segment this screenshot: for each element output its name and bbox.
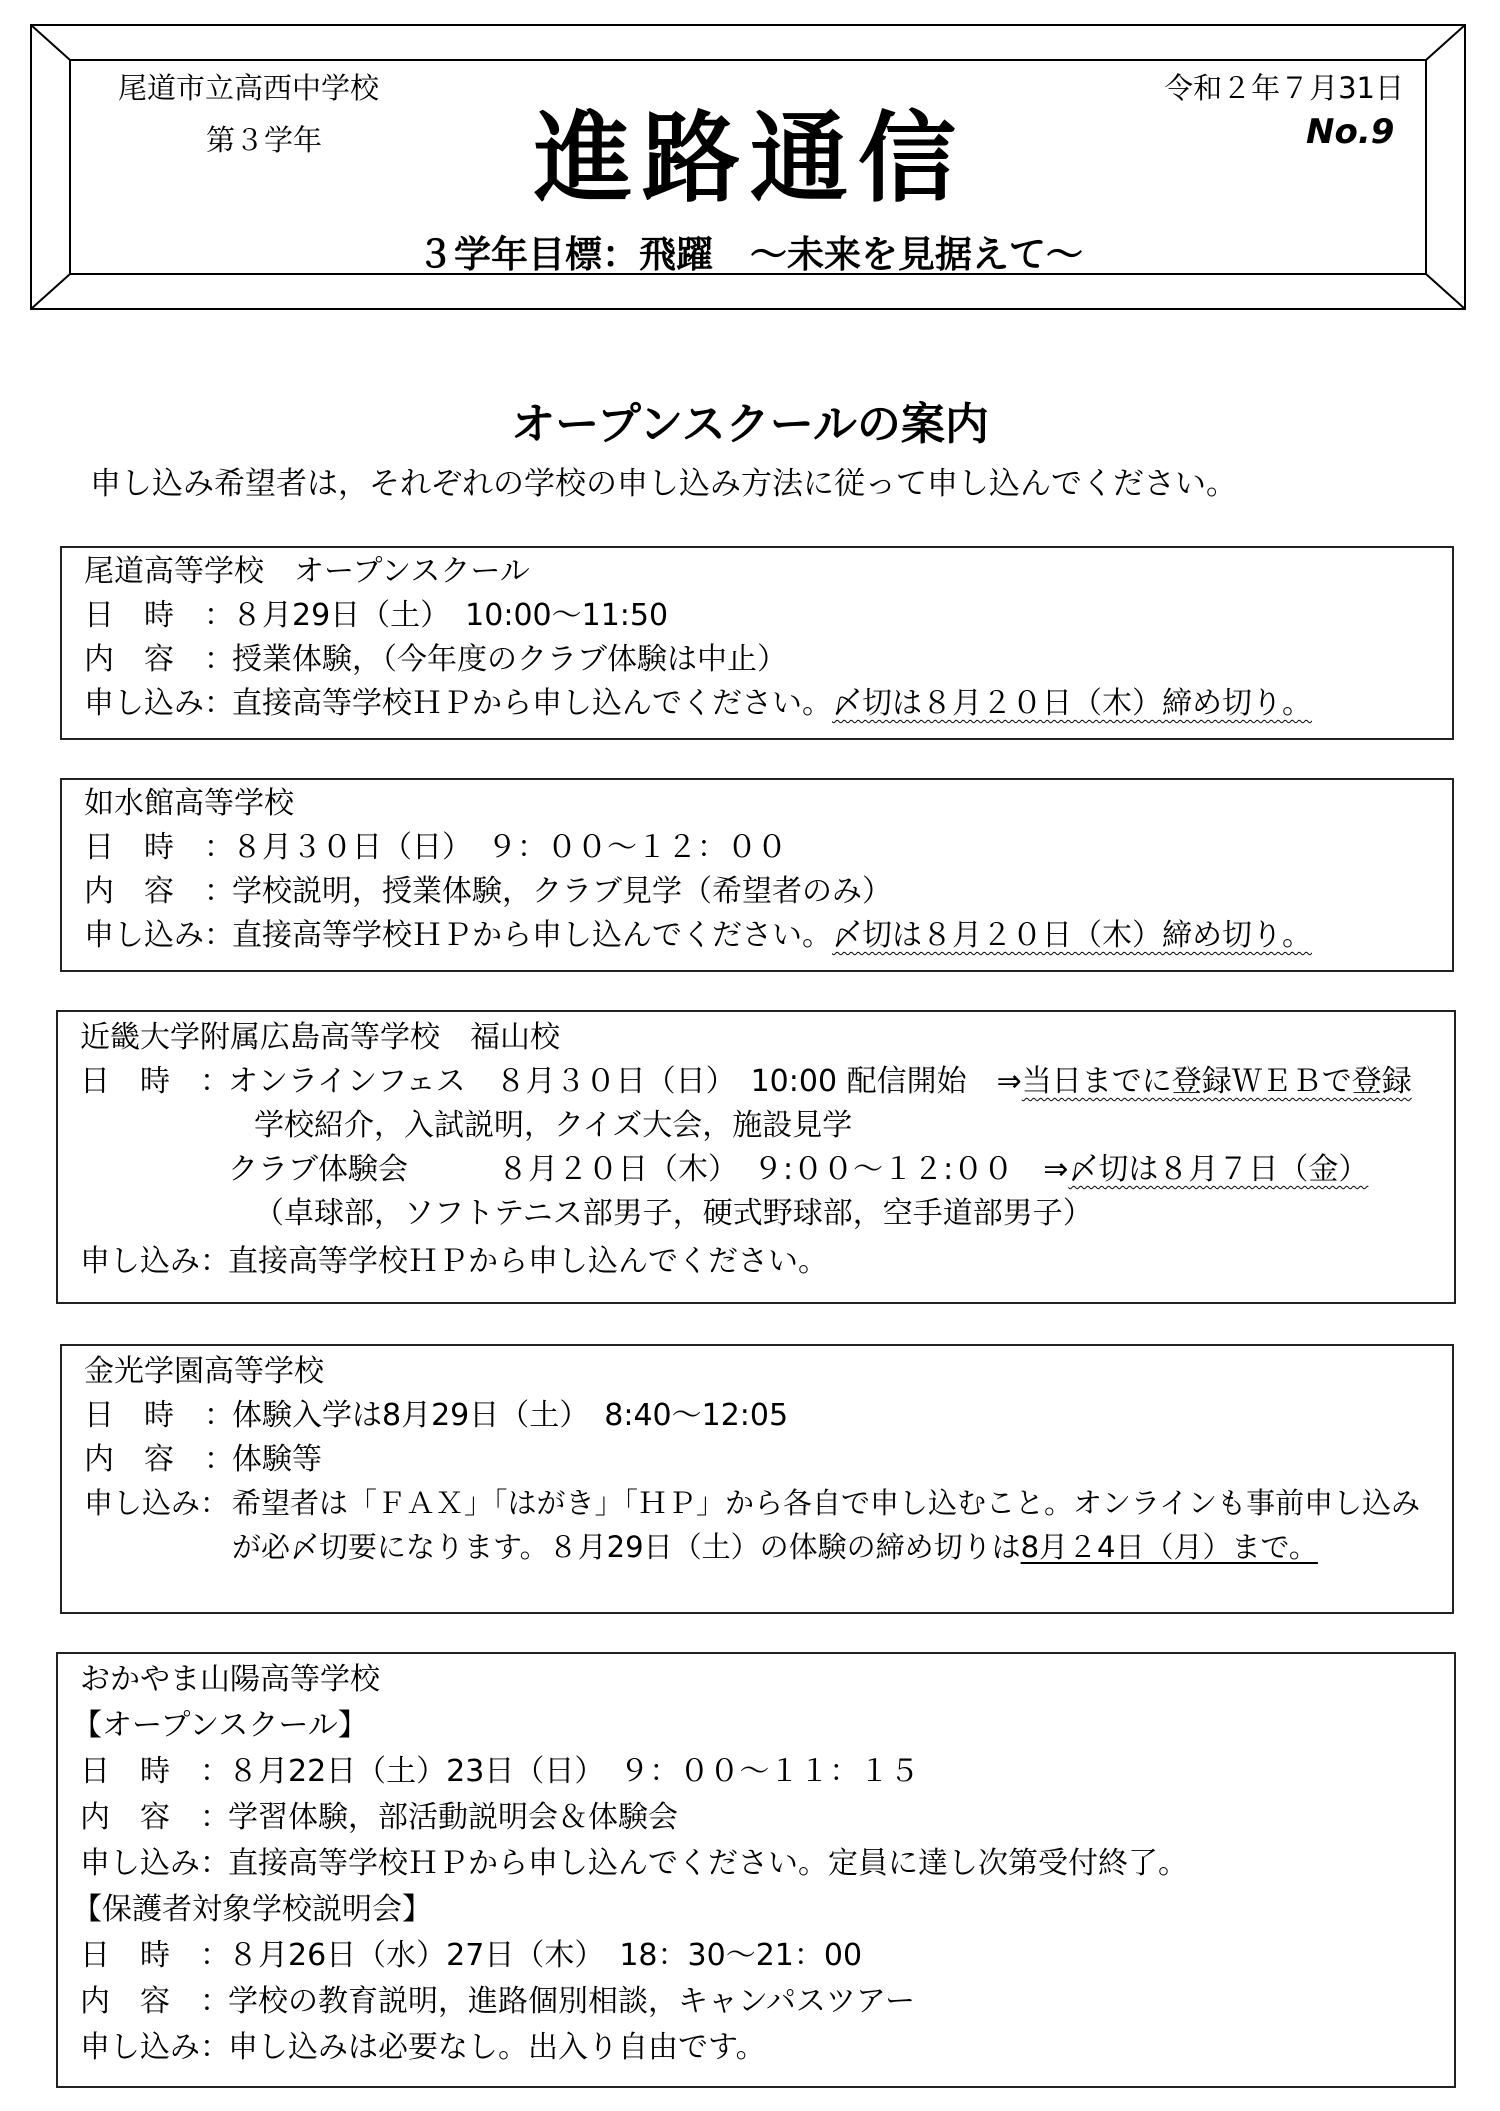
content-label: 内 容 ： bbox=[84, 642, 234, 677]
datetime-label: 日 時 ： bbox=[84, 1398, 234, 1433]
deadline-text: 〆切は８月２０日（木）締め切り。 bbox=[832, 686, 1312, 721]
apply-row bbox=[80, 1846, 1188, 1882]
issue-number: No.9 bbox=[1306, 112, 1395, 152]
datetime-value: ８月３０日（日） ９：００～１２：００ bbox=[232, 830, 787, 865]
school-name: 尾道高等学校 オープンスクール bbox=[84, 554, 530, 589]
content-label: 内 容 ： bbox=[84, 1442, 234, 1477]
school-name: 尾道市立高西中学校 bbox=[118, 71, 380, 105]
datetime-row bbox=[84, 830, 787, 866]
content-row bbox=[84, 1442, 322, 1478]
content-row bbox=[80, 1800, 678, 1836]
club-deadline: 〆切は８月７日（金） bbox=[1068, 1152, 1369, 1187]
deadline-text: 8月２4日（月）まで。 bbox=[1020, 1530, 1318, 1564]
datetime-row bbox=[84, 598, 668, 634]
grade-label: 第３学年 bbox=[206, 123, 323, 157]
datetime-value: ８月26日（水）27日（木） 18：30～21：00 bbox=[228, 1938, 863, 1973]
content-row bbox=[84, 874, 892, 910]
datetime-label: 日 時 ： bbox=[84, 830, 234, 865]
section-title: オープンスクールの案内 bbox=[511, 399, 989, 450]
school-name: おかやま山陽高等学校 bbox=[80, 1662, 380, 1697]
content-value: 体験等 bbox=[232, 1442, 322, 1477]
datetime-label: 日 時 ： bbox=[80, 1754, 230, 1789]
grade-goal: ３学年目標：飛躍 ～未来を見据えて～ bbox=[417, 233, 1083, 276]
club-event-row bbox=[228, 1152, 1368, 1188]
content-value: 学校説明，授業体験，クラブ見学（希望者のみ） bbox=[232, 874, 892, 909]
content-value: 学習体験，部活動説明会＆体験会 bbox=[228, 1800, 678, 1835]
content-value: 授業体験，（今年度のクラブ体験は中止） bbox=[232, 642, 787, 677]
subsection-open-school: 【オープンスクール】 bbox=[72, 1708, 368, 1743]
school-name: 金光学園高等学校 bbox=[84, 1354, 324, 1389]
datetime-label: 日 時 ： bbox=[80, 1938, 230, 1973]
apply-label: 申し込み： bbox=[84, 918, 234, 953]
content-label: 内 容 ： bbox=[80, 1800, 230, 1835]
datetime-value: ８月29日（土） 10:00～11:50 bbox=[232, 598, 669, 633]
apply-label: 申し込み： bbox=[84, 686, 234, 721]
datetime-row bbox=[80, 1064, 1412, 1100]
school-box-onomichi bbox=[60, 546, 1454, 740]
datetime-value: ８月22日（土）23日（日） ９：００～１１：１５ bbox=[228, 1754, 920, 1789]
program-list: 学校紹介，入試説明，クイズ大会，施設見学 bbox=[254, 1108, 853, 1143]
datetime-value: オンラインフェス ８月３０日（日） 10:00 配信開始 ⇒ bbox=[228, 1064, 1022, 1099]
school-box-jyosuikan bbox=[60, 778, 1454, 972]
content-label: 内 容 ： bbox=[84, 874, 234, 909]
school-name: 如水館高等学校 bbox=[84, 786, 294, 821]
school-box-konko bbox=[60, 1344, 1454, 1614]
newsletter-title: 進路通信 bbox=[533, 102, 966, 216]
apply-value-cont: が必〆切要になります。８月29日（土）の体験の締め切りは bbox=[232, 1530, 1021, 1564]
apply-value: 申し込みは必要なし。出入り自由です。 bbox=[228, 2030, 766, 2065]
apply-row-cont bbox=[232, 1530, 1318, 1565]
apply-value: 直接高等学校ＨＰから申し込んでください。 bbox=[232, 686, 832, 721]
intro-text: 申し込み希望者は，それぞれの学校の申し込み方法に従って申し込んでください。 bbox=[90, 466, 1237, 502]
content-label: 内 容 ： bbox=[80, 1984, 230, 2019]
apply-row bbox=[84, 1486, 1420, 1521]
content-row bbox=[84, 642, 787, 678]
apply-label: 申し込み： bbox=[80, 2030, 230, 2065]
apply-value: 直接高等学校ＨＰから申し込んでください。 bbox=[232, 918, 832, 953]
content-value: 学校の教育説明，進路個別相談，キャンパスツアー bbox=[228, 1984, 915, 2019]
school-box-sanyo bbox=[56, 1652, 1456, 2088]
club-list: （卓球部，ソフトテニス部男子，硬式野球部，空手道部男子） bbox=[254, 1196, 1093, 1231]
apply-label: 申し込み： bbox=[80, 1244, 230, 1279]
apply-value: 直接高等学校ＨＰから申し込んでください。定員に達し次第受付終了。 bbox=[228, 1846, 1188, 1881]
datetime-row bbox=[80, 1938, 862, 1974]
issue-date: 令和２年７月31日 bbox=[1164, 71, 1404, 105]
deadline-text: 〆切は８月２０日（木）締め切り。 bbox=[832, 918, 1312, 953]
apply-value: 希望者は「ＦＡＸ」「はがき」「ＨＰ」から各自で申し込むこと。オンラインも事前申し込み bbox=[232, 1486, 1421, 1520]
apply-label: 申し込み： bbox=[80, 1846, 230, 1881]
apply-row bbox=[80, 2030, 766, 2066]
subsection-parent-briefing: 【保護者対象学校説明会】 bbox=[72, 1892, 432, 1927]
apply-value: 直接高等学校ＨＰから申し込んでください。 bbox=[228, 1244, 828, 1279]
datetime-label: 日 時 ： bbox=[80, 1064, 230, 1099]
apply-row bbox=[80, 1244, 828, 1280]
apply-label: 申し込み： bbox=[84, 1486, 230, 1520]
registration-note: 当日までに登録ＷＥＢで登録 bbox=[1021, 1064, 1412, 1099]
datetime-row bbox=[80, 1754, 919, 1790]
apply-row bbox=[84, 918, 1312, 954]
datetime-label: 日 時 ： bbox=[84, 598, 234, 633]
datetime-row bbox=[84, 1398, 788, 1434]
club-event-value: クラブ体験会 ８月２０日（木） ９:００～１２:００ ⇒ bbox=[228, 1152, 1069, 1187]
school-box-kindai bbox=[56, 1010, 1456, 1304]
school-name: 近畿大学附属広島高等学校 福山校 bbox=[80, 1020, 560, 1055]
datetime-value: 体験入学は8月29日（土） 8:40～12:05 bbox=[232, 1398, 789, 1433]
content-row bbox=[80, 1984, 915, 2020]
apply-row bbox=[84, 686, 1312, 722]
